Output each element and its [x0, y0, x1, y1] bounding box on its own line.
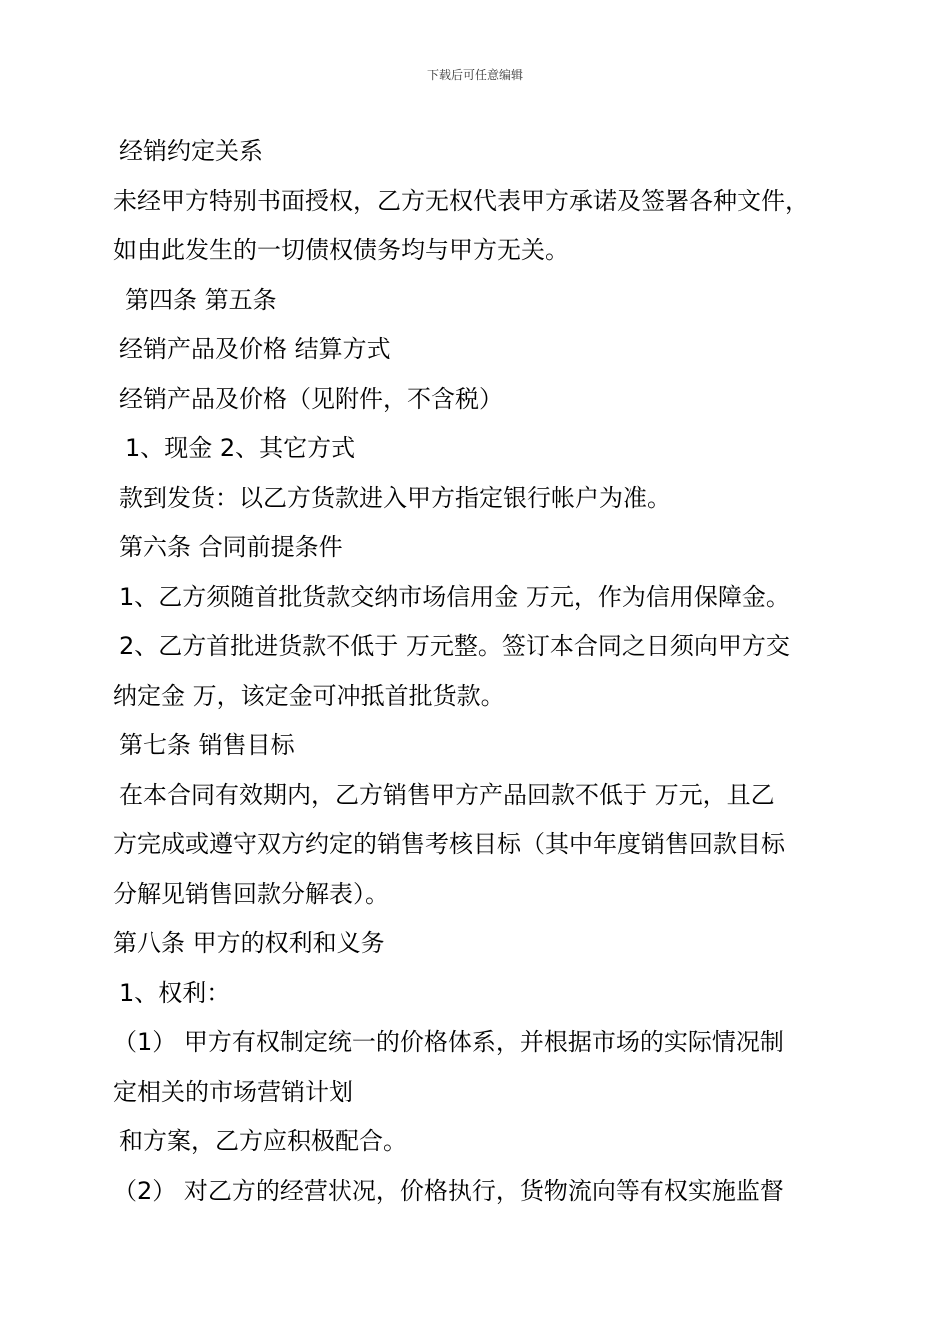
text-line-11: 2、乙方首批进货款不低于 万元整。签订本合同之日须向甲方交	[119, 632, 790, 660]
text-line-14: 在本合同有效期内，乙方销售甲方产品回款不低于 万元，且乙	[119, 780, 775, 809]
text-line-18: 1、权利：	[119, 978, 231, 1007]
text-line-16: 分解见销售回款分解表）。	[113, 879, 389, 908]
text-line-4: 第四条 第五条	[125, 285, 277, 314]
text-line-2: 未经甲方特别书面授权，乙方无权代表甲方承诺及签署各种文件，	[113, 186, 809, 215]
text-line-8: 款到发货：以乙方货款进入甲方指定银行帐户为准。	[119, 483, 671, 512]
text-line-6: 经销产品及价格（见附件，不含税）	[119, 384, 503, 413]
text-line-20: 定相关的市场营销计划	[113, 1077, 353, 1106]
text-line-13: 第七条 销售目标	[119, 731, 295, 759]
text-line-1: 经销约定关系	[119, 137, 263, 165]
page-header: 下载后可任意编辑	[426, 68, 523, 82]
text-line-21: 和方案，乙方应积极配合。	[119, 1127, 407, 1155]
text-line-9: 第六条 合同前提条件	[119, 533, 343, 561]
text-line-19: （1） 甲方有权制定统一的价格体系，并根据市场的实际情况制	[113, 1028, 784, 1056]
document-body	[113, 127, 843, 1216]
text-line-22: （2） 对乙方的经营状况，价格执行，货物流向等有权实施监督	[113, 1176, 784, 1205]
text-line-10: 1、乙方须随首批货款交纳市场信用金 万元，作为信用保障金。	[119, 582, 790, 611]
text-line-5: 经销产品及价格 结算方式	[119, 335, 391, 363]
text-line-12: 纳定金 万，该定金可冲抵首批货款。	[113, 681, 505, 710]
text-line-7: 1、现金 2、其它方式	[125, 434, 356, 462]
text-line-3: 如由此发生的一切债权债务均与甲方无关。	[113, 236, 569, 264]
text-line-15: 方完成或遵守双方约定的销售考核目标（其中年度销售回款目标	[113, 830, 785, 858]
text-line-17: 第八条 甲方的权利和义务	[113, 929, 385, 957]
